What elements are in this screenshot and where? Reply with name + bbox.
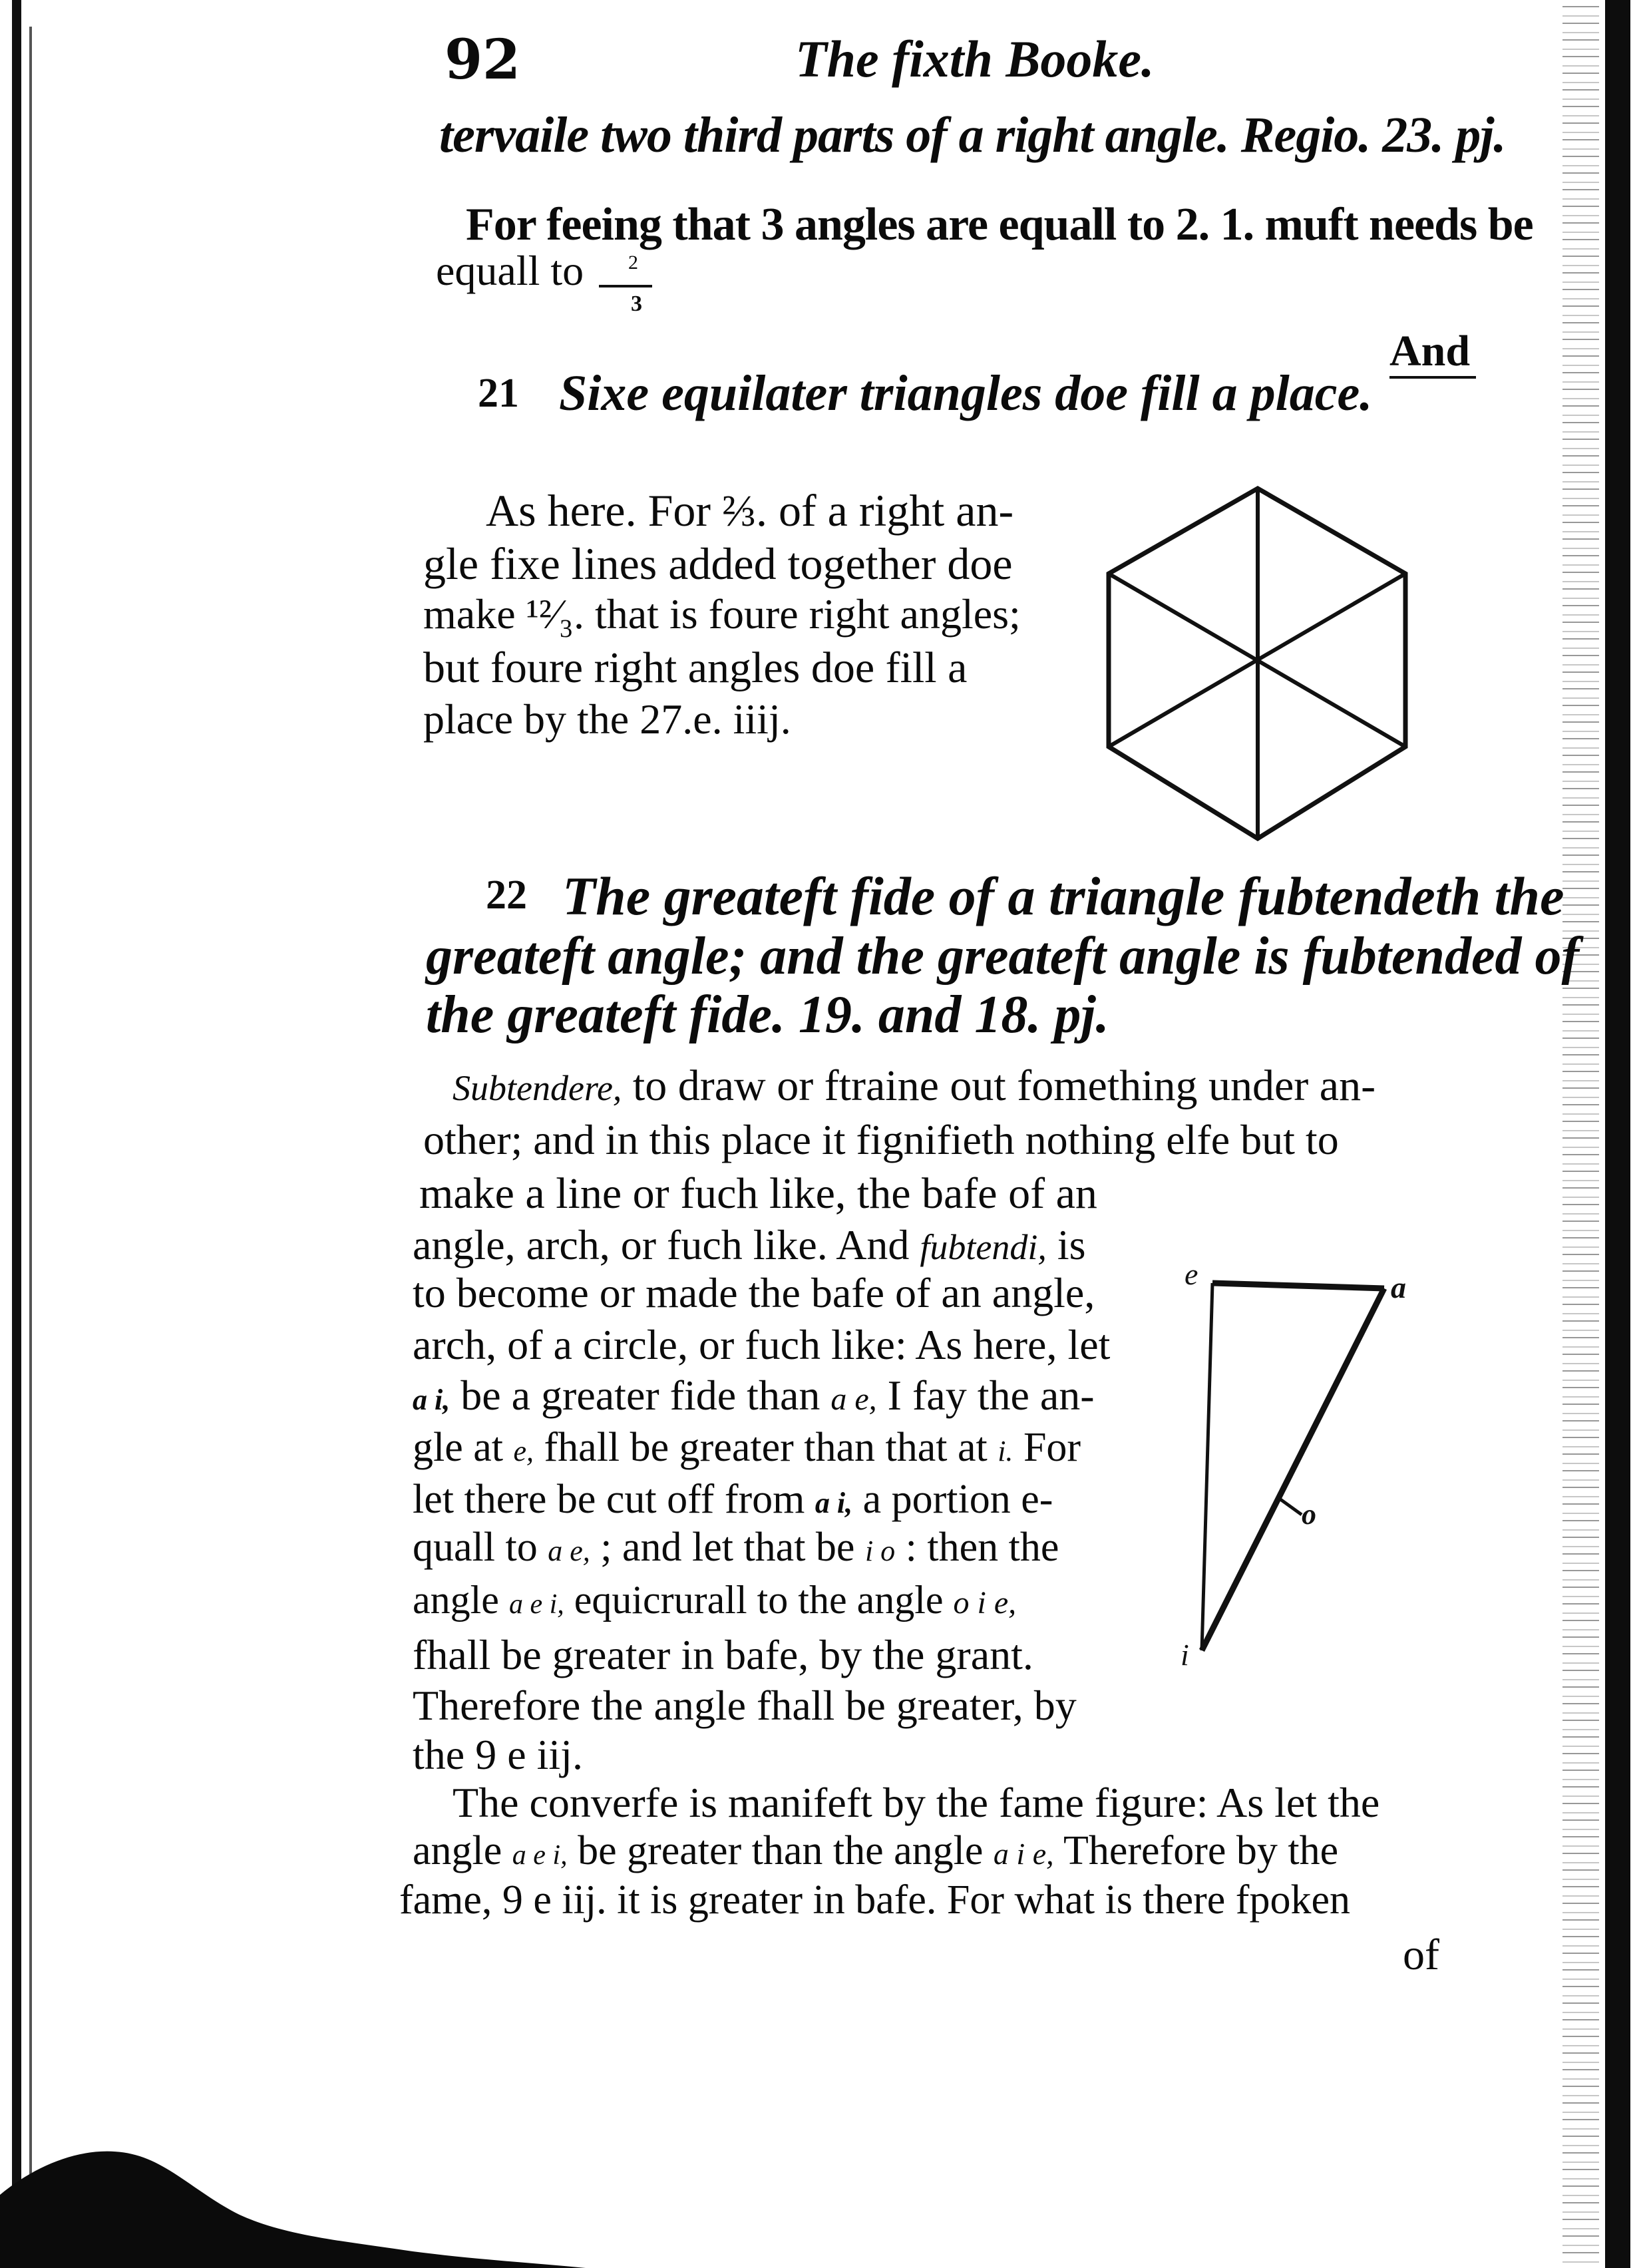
text-line-21: Therefore the angle fhall be greater, by (413, 1682, 1077, 1729)
text-span: I fay the an- (887, 1372, 1095, 1419)
text-span: quall to (413, 1525, 538, 1570)
catchword-rule (1389, 376, 1476, 379)
text-line-14: arch, of a circle, or fuch like: As here, let (413, 1321, 1111, 1368)
text-line-02: For feeing that 3 angles are equall to 2. 1. muft needs be (466, 199, 1533, 250)
text-line-23: The converfe is manifeft by the fame figure: As let the (453, 1779, 1380, 1826)
figure-label-e: e (1185, 1258, 1198, 1291)
proposition-21-number: 21 (478, 371, 519, 416)
figure-label-i: i (1181, 1638, 1189, 1672)
right-page-edge (1569, 0, 1649, 2268)
triangle-figure (1171, 1258, 1437, 1684)
text-span: gle at (413, 1425, 503, 1470)
catchword-and: And (1389, 327, 1471, 375)
text-line-07: but foure right angles doe fill a (423, 644, 968, 692)
text-line-22: the 9 e iij. (413, 1731, 583, 1778)
text-span: is (1057, 1221, 1086, 1268)
text-line-09 (453, 1061, 1375, 1111)
text-line-24 (413, 1827, 1338, 1875)
running-title: The fixth Booke. (795, 30, 1155, 88)
figure-label-o: o (1302, 1498, 1316, 1531)
text-line-10: other; and in this place it fignifieth nothing elfe but to (423, 1116, 1339, 1163)
text-span: be greater than the angle (578, 1828, 984, 1873)
text-line-05: gle fixe lines added together doe (423, 538, 1013, 589)
text-span: angle, arch, or fuch like. And (413, 1221, 910, 1268)
label-oie: o i e, (953, 1585, 1017, 1620)
term-subtendere: Subtendere, (453, 1068, 622, 1108)
label-aei-2: a e i, (512, 1840, 568, 1871)
text-line-25: fame, 9 e iij. it is greater in bafe. For what is there fpoken (399, 1877, 1350, 1923)
proposition-21-text: Sixe equilater triangles doe fill a place. (559, 365, 1373, 421)
text-span: : then the (905, 1525, 1059, 1570)
label-e: e, (513, 1435, 534, 1467)
page-number: 92 (445, 28, 521, 92)
text-span: be a greater fide than (460, 1372, 821, 1419)
label-ae: a e, (830, 1382, 877, 1417)
fraction-numerator: 2 (628, 252, 638, 274)
figure-label-a: a (1391, 1270, 1406, 1304)
text-span: ; and let that be (600, 1525, 855, 1570)
text-span: angle (413, 1828, 502, 1873)
text-span: angle (413, 1578, 499, 1622)
left-page-edge (0, 0, 47, 2268)
text-line-16 (413, 1424, 1081, 1471)
fraction-bar (599, 285, 652, 287)
text-line-12 (413, 1221, 1086, 1270)
text-line-15 (413, 1371, 1095, 1420)
fraction-denominator: 3 (631, 291, 642, 316)
label-i: i. (998, 1435, 1013, 1467)
scan-shadow (0, 2115, 586, 2268)
text-line-11: make a line or fuch like, the bafe of an (419, 1169, 1097, 1218)
label-ai: a i, (413, 1384, 451, 1416)
proposition-22-line-2: greateft angle; and the greateft angle is fubtended of (426, 927, 1580, 986)
text-span: Therefore by the (1063, 1828, 1339, 1873)
text-span: let there be cut off from (413, 1477, 805, 1522)
text-line-01: tervaile two third parts of a right angle. Regio. 23. pj. (439, 107, 1506, 163)
proposition-22-line-1: The greateft fide of a triangle fubtendeth the (562, 866, 1564, 926)
text-line-06: make ¹²⁄₃. that is foure right angles; (423, 590, 1021, 638)
text-span: For (1023, 1425, 1081, 1470)
catchword-of: of (1403, 1931, 1439, 1979)
text-line-03: equall to (436, 247, 584, 294)
text-line-13: to become or made the bafe of an angle, (413, 1269, 1095, 1316)
text-line-08: place by the 27.e. iiij. (423, 695, 791, 743)
text-line-20: fhall be greater in bafe, by the grant. (413, 1631, 1033, 1678)
text-line-04: As here. For ⅔. of a right an- (486, 485, 1014, 536)
text-span: a portion e- (862, 1477, 1053, 1522)
label-ai-2: a i, (815, 1487, 853, 1519)
text-line-19 (413, 1577, 1016, 1623)
proposition-22-number: 22 (486, 872, 527, 918)
text-line-18 (413, 1524, 1059, 1571)
label-ae-2: a e, (548, 1535, 590, 1567)
hexagon-figure (1091, 479, 1424, 852)
term-subtendi: fubtendi, (920, 1227, 1047, 1267)
label-aei: a e i, (508, 1589, 564, 1620)
text-span: equicrurall to the angle (574, 1578, 944, 1622)
text-span: fhall be greater than that at (544, 1425, 988, 1470)
label-io: i o (864, 1535, 896, 1567)
text-line-17 (413, 1476, 1053, 1523)
label-aie: a i e, (993, 1837, 1054, 1871)
text-span: to draw or ftraine out fomething under an- (632, 1061, 1376, 1110)
proposition-22-line-3: the greateft fide. 19. and 18. pj. (426, 986, 1109, 1044)
